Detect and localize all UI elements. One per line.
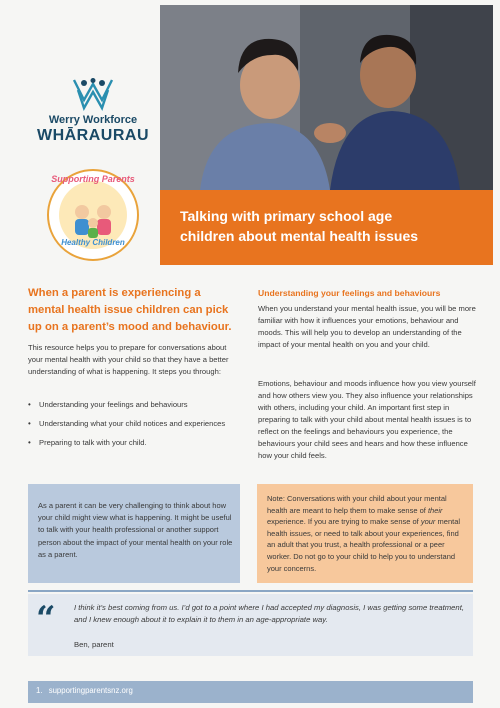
hero-photo [160,5,493,190]
bullet-icon: • [28,438,31,447]
bullet-icon: • [28,400,31,409]
organisation-name: Werry Workforce [48,114,138,126]
footer-bar [28,681,473,703]
quote-author: Ben, parent [74,640,114,649]
title-line-2: children about mental health issues [180,228,419,244]
title-banner [160,190,493,265]
bullet-text: Understanding your feelings and behaviours [39,400,188,409]
quote-divider [28,590,473,592]
page-number: 1. [36,686,43,695]
werry-workforce-logo-icon [72,78,114,112]
intro-heading: When a parent is experiencing a mental health issue children can pick up on a parent’s mood and behaviour. [28,287,232,333]
list-item [28,437,243,448]
note-box [257,484,473,583]
intro-text: This resource helps you to prepare for conversations about your mental health with your child so that they have a better understanding of what is happening. It steps you through: [28,343,229,376]
bullet-icon: • [28,419,31,428]
organisation-maori-name: WHĀRAURAU [36,127,150,144]
bullet-text: Understanding what your child notices and experiences [39,419,226,428]
note-text [267,493,467,574]
note-text-part-2: experience. If you are trying to make sense of [267,517,421,527]
bullet-list [28,399,243,456]
right-paragraph-2: Emotions, behaviour and moods influence how you view yourself and how others view you. They also influence your relationships with others, including your child. An important first step in preparing to talk with your child about mental health issues is to reflect on the feelings and behaviours you experience, the behaviours your child sees and hears and how these influence how your child feels. [258,379,476,460]
quote-text: I think it’s best coming from us. I’d got to a point where I had accepted my diagnosis, I was getting some treatment, and I knew enough about it to explain it to them in an age-appropriate way. [74,603,464,625]
parent-advice-box [28,484,240,583]
right-column-heading: Understanding your feelings and behaviours [258,288,441,298]
list-item [28,399,243,410]
title-line-1: Talking with primary school age [180,208,393,224]
parent-quote [28,594,473,656]
bullet-text: Preparing to talk with your child. [39,438,147,447]
list-item [28,418,243,429]
parent-and-child-photo [160,5,493,190]
note-text-emphasis-1: their [427,505,443,515]
quote-mark-icon: “ [36,599,56,639]
footer-text [36,686,133,695]
note-text-part-3: mental health issues, or need to talk about your experiences, find an adult that you trust, a health professional or a peer worker. Do not go to your child to help you to understand your concerns. [267,517,461,573]
parent-advice-text: As a parent it can be very challenging to think about how your child might view what is happening. It might be useful to talk with your health professional or another support person about the impact of your mental health on your role as a parent. [38,501,233,559]
website-link[interactable]: supportingparentsnz.org [48,686,133,695]
supporting-parents-line1: Supporting Parents [51,174,135,184]
note-text-emphasis-2: your [420,517,436,527]
note-text-part-1: Note: Conversations with your child about your mental health are meant to help them to make sense of [267,494,447,515]
right-paragraph-1: When you understand your mental health issue, you will be more familiar with how it influences your emotions, behaviour and moods. This will help you to develop an understanding of the impact of your mental health on you and your child. [258,304,476,349]
healthy-children-line2: Healthy Children [61,238,125,247]
